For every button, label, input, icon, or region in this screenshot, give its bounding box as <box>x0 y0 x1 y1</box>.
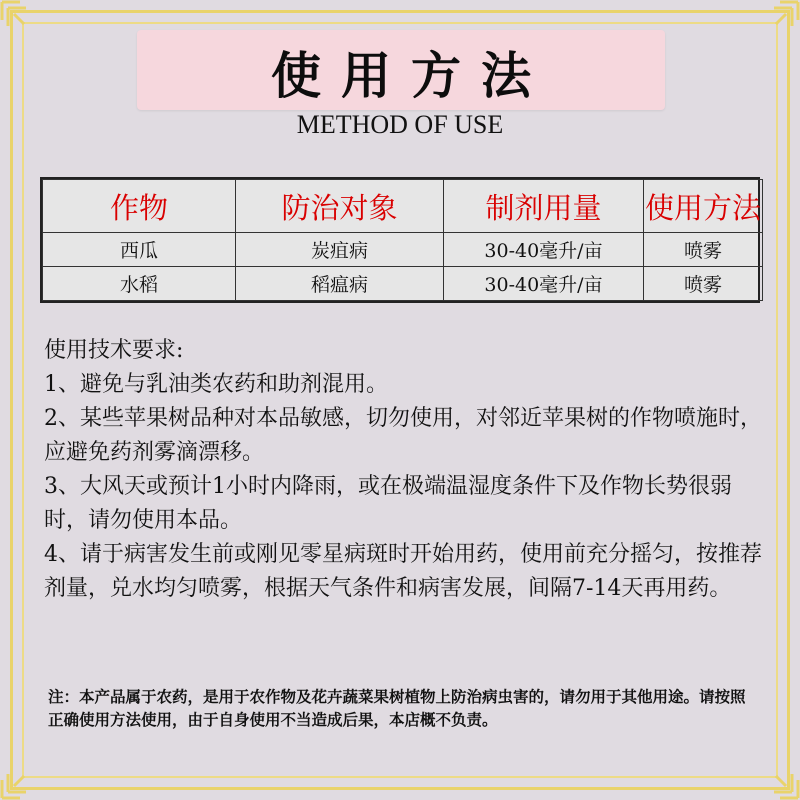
table-cell: 稻瘟病 <box>236 267 444 301</box>
table-cell: 炭疽病 <box>236 233 444 267</box>
usage-table <box>40 177 760 303</box>
table-cell: 30-40毫升/亩 <box>444 233 644 267</box>
table-cell: 水稻 <box>43 267 236 301</box>
disclaimer-note: 注：本产品属于农药，是用于农作物及花卉蔬菜果树植物上防治病虫害的，请勿用于其他用途。请按照正确使用方法使用，由于自身使用不当造成后果，本店概不负责。 <box>48 688 746 729</box>
requirement-item: 1、避免与乳油类农药和助剂混用。 <box>44 372 388 397</box>
table-cell: 喷雾 <box>644 267 763 301</box>
requirement-item: 4、请于病害发生前或刚见零星病斑时开始用药，使用前充分摇匀，按推荐剂量，兑水均匀喷雾，根据天气条件和病害发展，间隔7-14天再用药。 <box>44 542 762 601</box>
requirement-item: 2、某些苹果树品种对本品敏感，切勿使用，对邻近苹果树的作物喷施时，应避免药剂雾滴漂移。 <box>44 406 762 465</box>
page-title: 使用方法 <box>271 46 551 105</box>
header-crop: 作物 <box>43 180 236 233</box>
table-header-row <box>43 180 763 233</box>
corner-ornament-icon <box>0 0 44 44</box>
table-cell: 喷雾 <box>644 233 763 267</box>
header-target: 防治对象 <box>236 180 444 233</box>
header-method: 使用方法 <box>644 180 763 233</box>
requirements-section <box>44 334 764 606</box>
table-row <box>43 267 763 301</box>
table-row <box>43 233 763 267</box>
table-cell: 30-40毫升/亩 <box>444 267 644 301</box>
requirements-heading: 使用技术要求: <box>44 338 184 363</box>
header-dosage: 制剂用量 <box>444 180 644 233</box>
page-subtitle: METHOD OF USE <box>296 110 504 139</box>
corner-ornament-icon <box>0 756 44 800</box>
corner-ornament-icon <box>756 0 800 44</box>
table-cell: 西瓜 <box>43 233 236 267</box>
corner-ornament-icon <box>756 756 800 800</box>
requirement-item: 3、大风天或预计1小时内降雨，或在极端温湿度条件下及作物长势很弱时，请勿使用本品。 <box>44 474 732 533</box>
